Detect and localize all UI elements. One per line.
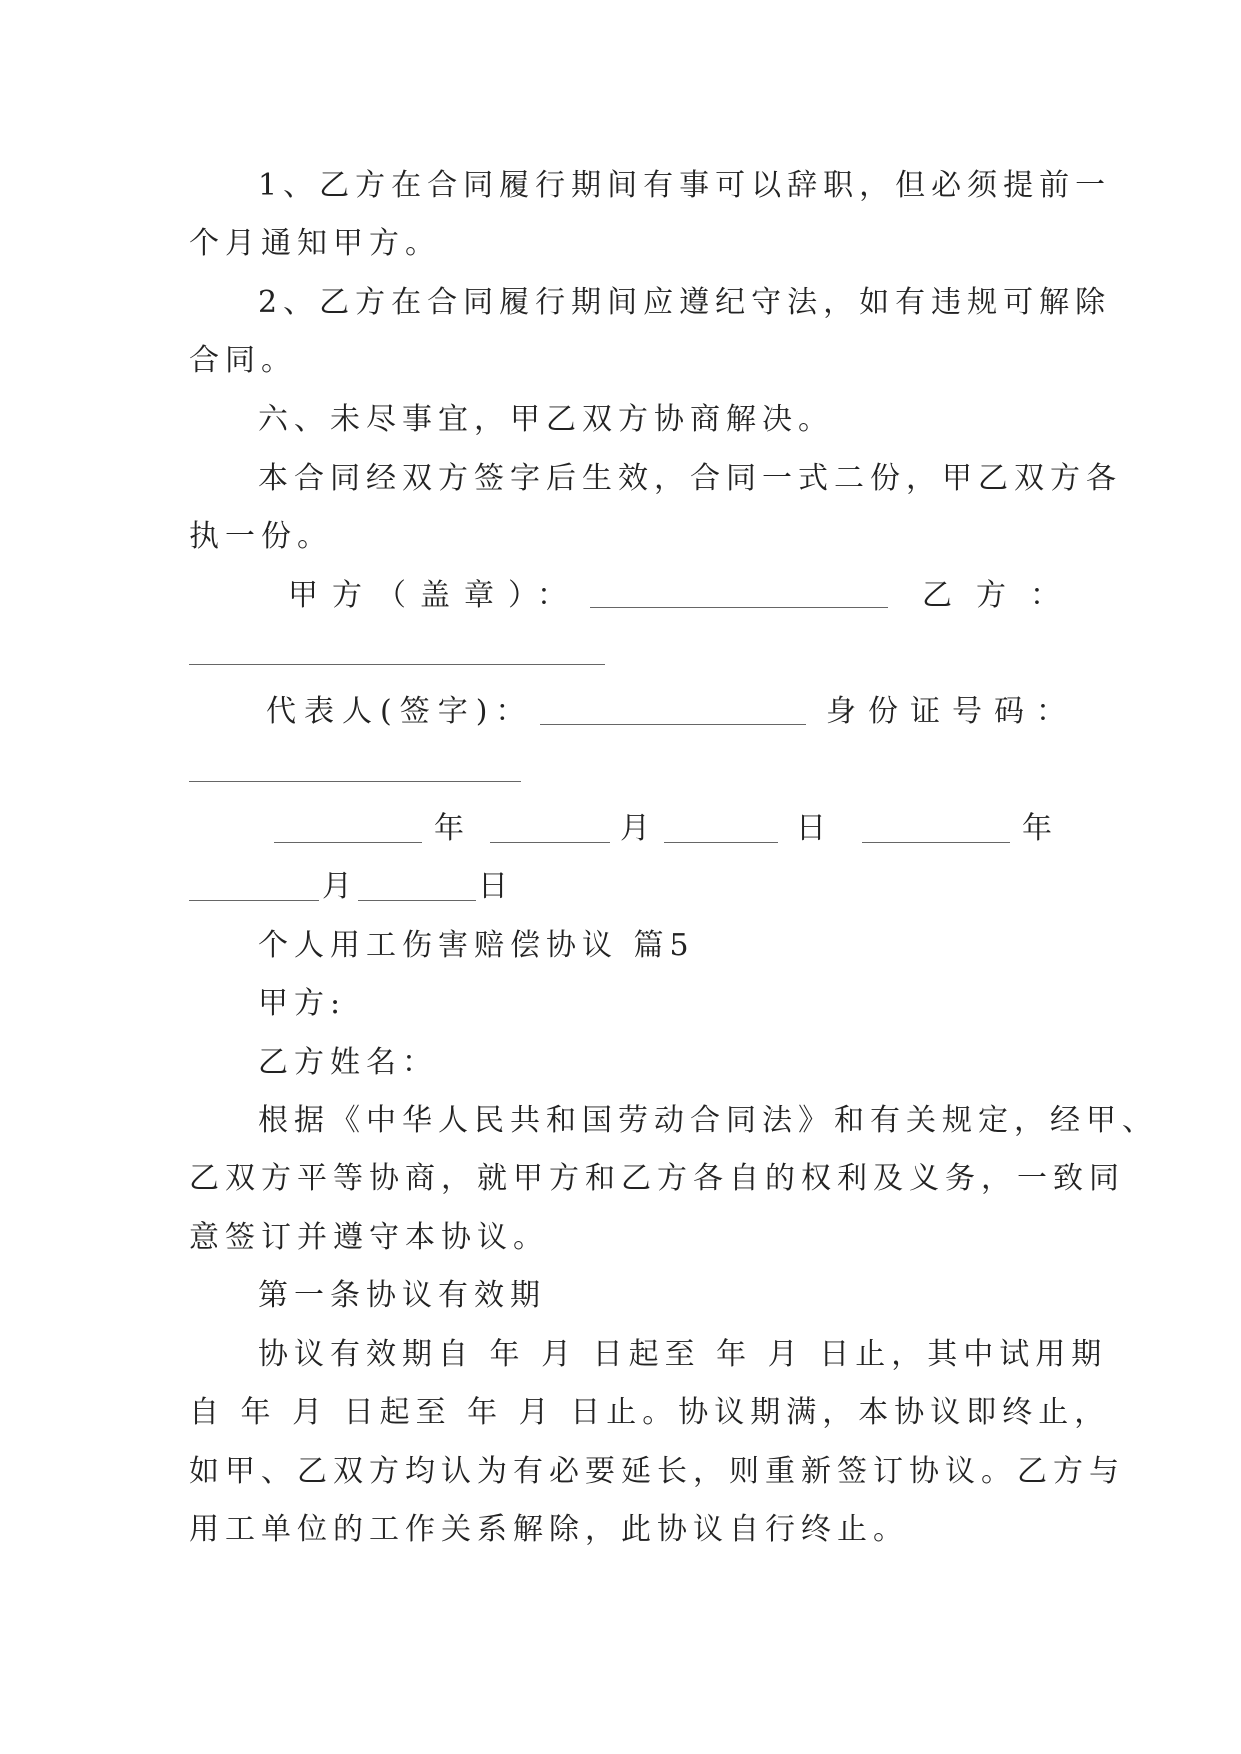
intro-line-2: 乙双方平等协商，就甲方和乙方各自的权利及义务，一致同 — [189, 1161, 1125, 1196]
clause-2-line-2: 合同。 — [189, 343, 297, 378]
clause-1-line-1: 1、乙方在合同履行期间有事可以辞职，但必须提前一 — [258, 168, 1112, 203]
date-b-day-blank — [358, 900, 476, 901]
date-a-month-blank — [490, 842, 610, 843]
agreement-heading: 个人用工伤害赔偿协议 篇5 — [258, 928, 695, 963]
date-a-day: 日 — [796, 811, 832, 846]
party-b-name-line: 乙方姓名： — [258, 1045, 438, 1080]
section-1-line-2: 自 年 月 日起至 年 月 日止。协议期满，本协议即终止， — [189, 1395, 1111, 1430]
date-a-month: 月 — [620, 811, 656, 846]
date-a-day-blank — [664, 842, 778, 843]
clause-1-line-2: 个月通知甲方。 — [189, 226, 441, 261]
id-number-label: 身份证号码： — [826, 694, 1078, 729]
section-1-line-3: 如甲、乙双方均认为有必要延长，则重新签订协议。乙方与 — [189, 1454, 1125, 1489]
date-b-month: 月 — [322, 869, 358, 904]
representative-blank — [540, 724, 806, 725]
effect-line-2: 执一份。 — [189, 519, 333, 554]
party-a-line: 甲方: — [258, 986, 347, 1021]
date-a-year-blank — [274, 842, 422, 843]
clause-2-line-1: 2、乙方在合同履行期间应遵纪守法，如有违规可解除 — [258, 285, 1112, 320]
date-b-day: 日 — [478, 869, 514, 904]
intro-line-3: 意签订并遵守本协议。 — [189, 1220, 549, 1255]
date-b-year: 年 — [1022, 811, 1058, 846]
date-a-year: 年 — [434, 811, 470, 846]
party-b-blank — [189, 664, 605, 665]
representative-label: 代表人(签字)： — [266, 694, 534, 729]
intro-line-1: 根据《中华人民共和国劳动合同法》和有关规定，经甲、 — [258, 1103, 1158, 1138]
party-a-label: 甲方（盖章）： — [288, 578, 581, 613]
section-1-line-1: 协议有效期自 年 月 日起至 年 月 日止，其中试用期 — [258, 1337, 1108, 1372]
date-b-year-blank — [862, 842, 1010, 843]
date-b-month-blank — [189, 900, 319, 901]
party-a-blank — [590, 607, 888, 608]
party-b-label: 乙方： — [922, 578, 1084, 613]
effect-line-1: 本合同经双方签字后生效，合同一式二份，甲乙双方各 — [258, 461, 1122, 496]
section-1-line-4: 用工单位的工作关系解除，此协议自行终止。 — [189, 1512, 909, 1547]
id-number-blank — [189, 781, 521, 782]
clause-6: 六、未尽事宜，甲乙双方协商解决。 — [258, 402, 834, 437]
section-1-title: 第一条协议有效期 — [258, 1278, 546, 1313]
